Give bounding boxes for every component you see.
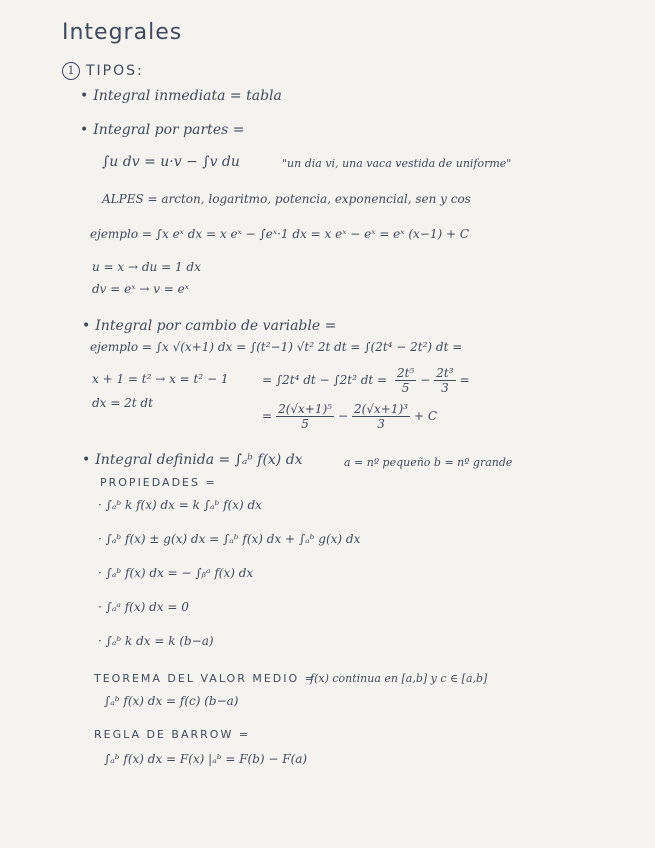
property-2: · ∫ₐᵇ f(x) ± g(x) dx = ∫ₐᵇ f(x) dx + ∫ₐᵇ g(x) dx [98,532,361,546]
fraction [395,366,416,395]
definite-note: a = nº pequeño b = nº grande [344,456,513,469]
numerator: 2t³ [436,366,454,380]
type-definite-label: • Integral definida = ∫ₐᵇ f(x) dx [82,452,303,468]
mvt-condition: f(x) continua en [a,b] y c ∈ [a,b] [310,672,488,685]
property-4: · ∫ₐᵃ f(x) dx = 0 [98,600,189,614]
parts-sub-u: u = x → du = 1 dx [92,260,201,274]
denominator: 5 [401,381,410,395]
mvt-label: TEOREMA DEL VALOR MEDIO = [94,672,316,685]
property-text: ∫ₐᵇ k f(x) dx = k ∫ₐᵇ f(x) dx [105,498,262,512]
type-immediate: • Integral inmediata = tabla [80,88,282,104]
parts-alpes: ALPES = arcton, logaritmo, potencia, exponencial, sen y cos [102,192,471,206]
change-step2-tail: + C [413,409,438,423]
numerator: 2(√x+1)³ [354,402,408,416]
denominator: 5 [301,417,309,431]
property-text: ∫ₐᵇ f(x) ± g(x) dx = ∫ₐᵇ f(x) dx + ∫ₐᵇ g(x) dx [105,532,361,546]
property-1: · ∫ₐᵇ k f(x) dx = k ∫ₐᵇ f(x) dx [98,498,262,512]
properties-label: PROPIEDADES = [100,476,217,489]
property-text: ∫ₐᵃ f(x) dx = 0 [105,600,189,614]
denominator: 3 [441,381,449,395]
change-sub-x: x + 1 = t² → x = t² − 1 [92,372,229,386]
change-step1: = ∫2t⁴ dt − ∫2t² dt = $\frac{\text{2t⁵}}{5}$ − $\frac{\text{2t³}}{3}$ = [262,366,470,395]
page-title: Integrales [62,20,183,45]
section-label: TIPOS: [86,63,144,79]
parts-mnemonic: "un dia vi, una vaca vestida de uniforme" [282,157,512,170]
section-number: 1 [62,62,80,80]
parts-sub-dv: dv = eˣ → v = eˣ [92,282,190,296]
fraction [434,366,455,395]
property-5: · ∫ₐᵇ k dx = k (b−a) [98,634,214,648]
property-text: ∫ₐᵇ k dx = k (b−a) [105,634,214,648]
property-3: · ∫ₐᵇ f(x) dx = − ∫ᵦᵃ f(x) dx [98,566,254,580]
parts-example: ejemplo = ∫x eˣ dx = x eˣ − ∫eˣ·1 dx = x eˣ − eˣ = eˣ (x−1) + C [90,227,470,241]
change-step2: = $\frac{\text{2(√x+1)⁵}}{5}$ − $\frac{\text{2(√x+1)³}}{3}$ + C [262,402,438,431]
fraction [276,402,334,431]
change-sub-dx: dx = 2t dt [92,396,153,410]
property-text: ∫ₐᵇ f(x) dx = − ∫ᵦᵃ f(x) dx [105,566,254,580]
parts-formula: ∫u dv = u·v − ∫v du [102,154,240,170]
change-example: ejemplo = ∫x √(x+1) dx = ∫(t²−1) √t² 2t dt = ∫(2t⁴ − 2t²) dt = [90,340,463,354]
barrow-label: REGLA DE BARROW = [94,728,251,741]
numerator: 2(√x+1)⁵ [278,402,332,416]
fraction [352,402,410,431]
mvt-formula: ∫ₐᵇ f(x) dx = f(c) (b−a) [104,694,239,708]
type-change-label: • Integral por cambio de variable = [82,318,336,334]
barrow-formula: ∫ₐᵇ f(x) dx = F(x) |ₐᵇ = F(b) − F(a) [104,752,308,766]
change-step1-left: = ∫2t⁴ dt − ∫2t² dt = [262,373,388,387]
section-heading [62,60,144,80]
denominator: 3 [377,417,385,431]
type-parts-label: • Integral por partes = [80,122,244,138]
numerator: 2t⁵ [396,366,415,380]
